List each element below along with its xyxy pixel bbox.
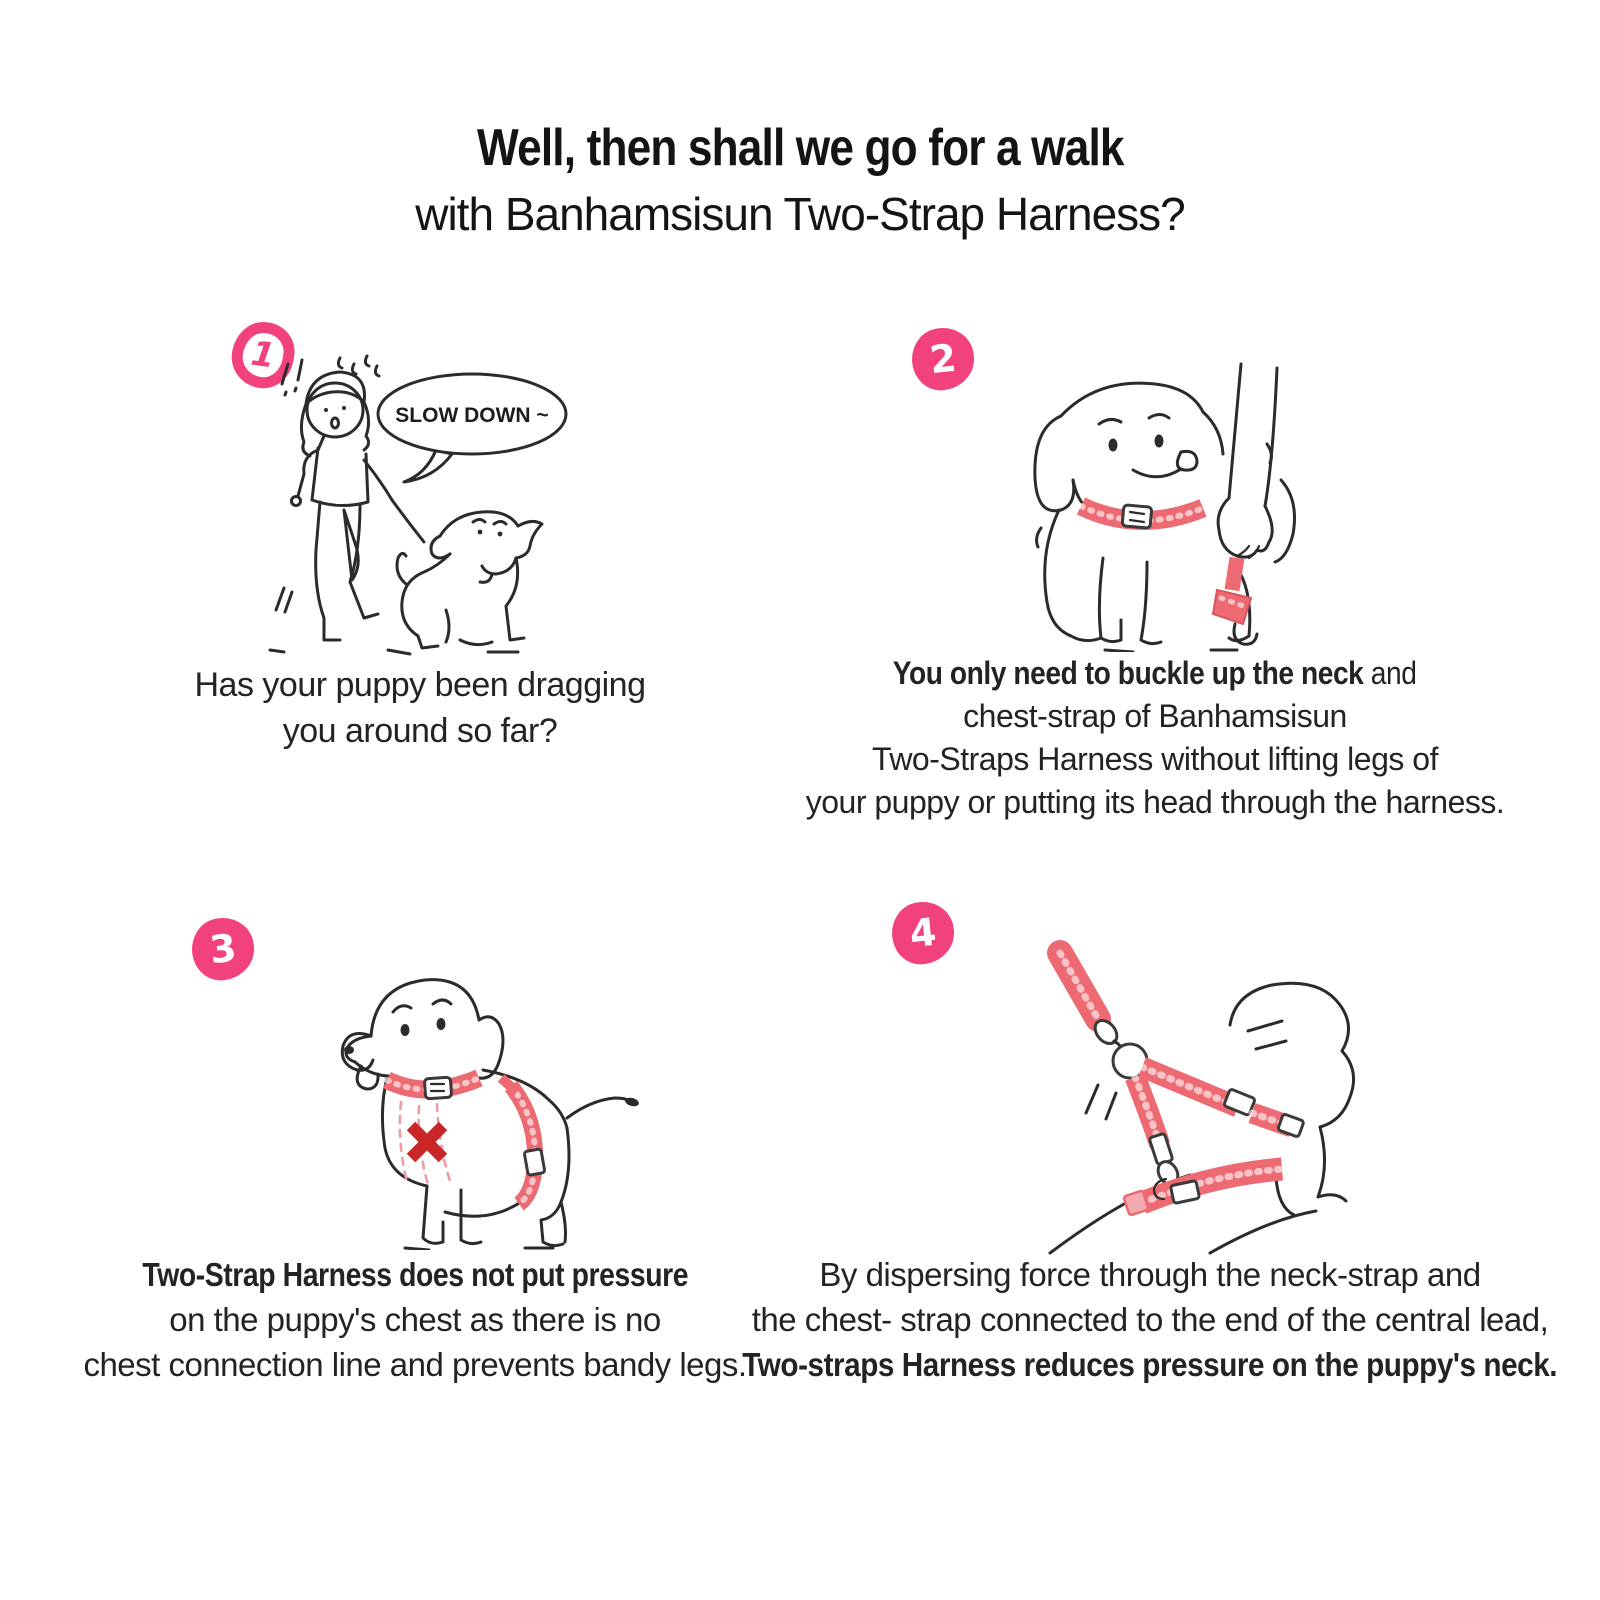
pulling-puppy [388,512,542,654]
central-lead [1060,953,1122,1054]
caption-bold: You only need to buckle up the neck [893,655,1364,691]
caption-line: your puppy or putting its head through the harness. [805,784,1505,820]
neck-strap [1135,1077,1182,1188]
caption-line: By dispersing force through the neck-strap and [819,1256,1481,1293]
chest-strap [1142,1067,1304,1137]
step-4-number: 4 [907,909,939,957]
step-3-caption [85,1252,745,1387]
caption-line: Two-straps Harness reduces pressure on the puppy's neck. [742,1346,1558,1383]
caption-rest: and [1363,655,1417,691]
neck-strap [1081,505,1203,528]
step-3-number: 3 [207,925,239,973]
step-2-badge [909,325,977,393]
caption-line: Has your puppy been dragging [194,666,646,704]
caption-line: on the puppy's chest as there is no [169,1301,661,1338]
woman-figure [270,372,392,652]
caption-line: the chest- strap connected to the end of the central lead, [751,1301,1549,1338]
page-title-line1: Well, then shall we go for a walk [476,119,1124,177]
step-4-badge [889,899,957,967]
speech-bubble [378,374,566,482]
speech-bubble-text: SLOW DOWN ~ [395,404,549,427]
leash-line [392,500,424,542]
step-4-caption [735,1252,1565,1387]
caption-line [893,652,1417,695]
illustration-lead-and-harness [980,935,1410,1255]
step-2-number: 2 [927,335,959,383]
caption-line: chest connection line and prevents bandy legs. [83,1346,747,1383]
page-title [0,118,1600,241]
illustration-woman-dragged-by-puppy [240,350,630,660]
step-2-caption [780,652,1530,824]
puppy-side-view [342,980,640,1250]
red-cross-mark [411,1126,443,1158]
girth-strap [1123,1169,1282,1216]
step-1-caption [120,662,720,754]
step-3-badge [189,915,257,983]
human-hand [1218,364,1277,558]
page-title-line2: with Banhamsisun Two-Strap Harness? [415,188,1185,240]
neck-strap [387,1077,479,1099]
step-1-number: 1 [248,333,278,377]
illustration-harness-no-pressure [275,950,675,1250]
caption-line: chest-strap of Banhamsisun [963,698,1347,734]
caption-line: you around so far? [282,712,558,750]
girth-strap [501,1078,545,1204]
caption-line: Two-Strap Harness does not put pressure [142,1256,688,1293]
illustration-buckling-straps [985,352,1325,652]
caption-line: Two-Straps Harness without lifting legs of [872,741,1438,777]
